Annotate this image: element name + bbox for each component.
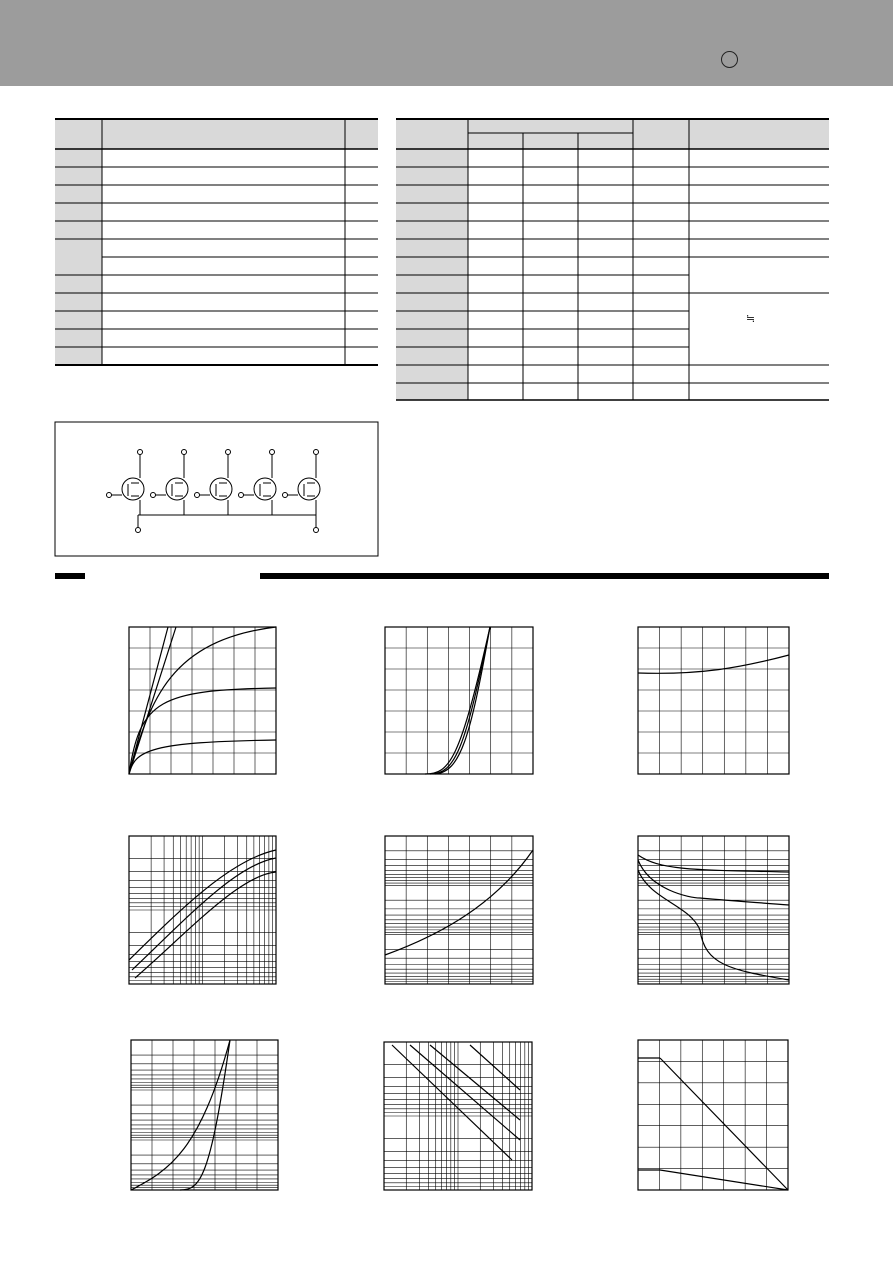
circuit-diagram [55, 422, 378, 556]
mosfet-1 [122, 450, 144, 516]
right-spec-table [396, 119, 829, 400]
curve-grid-4 [129, 836, 276, 984]
curve-grid-5 [385, 836, 533, 984]
left-spec-table [55, 119, 378, 365]
curve-grid-1 [129, 627, 276, 774]
mosfet-3 [195, 450, 233, 516]
mosfet-5 [283, 450, 321, 516]
approx-symbol: ≒ [746, 312, 756, 325]
curve-grid-6 [638, 836, 789, 984]
mosfet-4 [239, 450, 277, 516]
curve-grid-3 [638, 627, 789, 774]
curve-grid-8 [384, 1042, 532, 1190]
mosfet-2 [151, 450, 189, 516]
curve-grid-7 [131, 1040, 278, 1190]
section-rule [55, 573, 829, 579]
curve-grid-2 [385, 627, 533, 774]
curve-grid-9 [638, 1040, 788, 1190]
